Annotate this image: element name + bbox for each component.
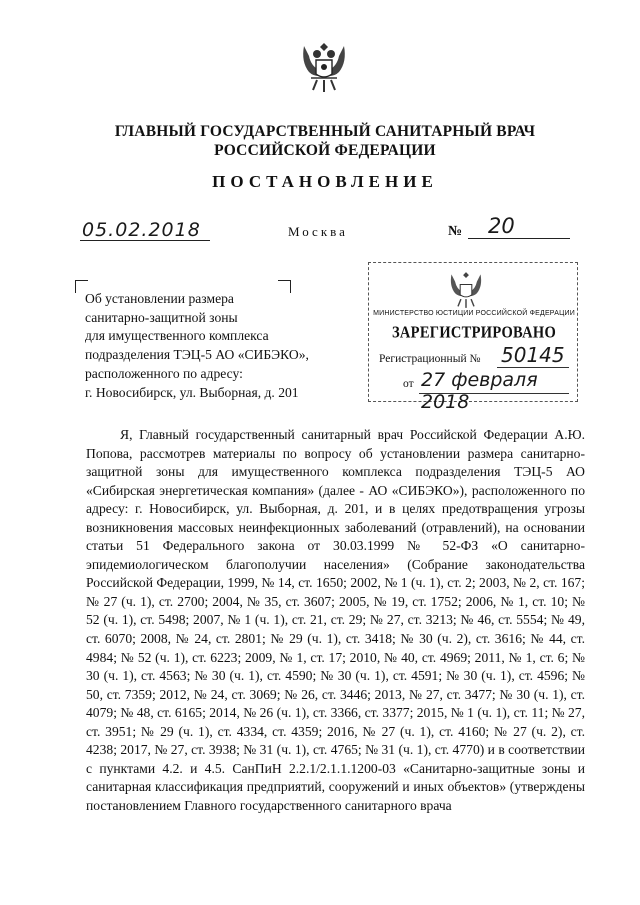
date-underline (80, 240, 210, 241)
document-type: ПОСТАНОВЛЕНИЕ (212, 172, 438, 191)
stamp-registered: ЗАРЕГИСТРИРОВАНО (391, 323, 557, 343)
body-paragraph: Я, Главный государственный санитарный врач Российской Федерации А.Ю. Попова, рассмотрев материалы по вопросу об установлении размера санитарно-защитной зоны для имущественного комплекса подразделения ТЭЦ-5 АО «Сибирская энергетическая компания» (далее - АО «СИБЭКО»), расположенного по адресу: г. Новосибирск, ул. Выборная, д. 201, и в целях предотвращения угрозы возникновения массовых неинфекционных заболеваний (отравлений), на основании статьи 51 Федерального закона от 30.03.1999 № 52-ФЗ «О санитарно-эпидемиологическом благополучии населения» (Собрание законодательства Российской Федерации, 1999, № 14, ст. 1650; 2002, № 1 (ч. 1), ст. 2; 2003, № 2, ст. 167; № 27 (ч. 1), ст. 2700; 2004, № 35, ст. 3607; 2005, № 19, ст. 1752; 2006, № 1, ст. 10; № 52 (ч. 1), ст. 5498; 2007, № 1 (ч. 1), ст. 21, ст. 29; № 27, ст. 3213; № 46, ст. 5554; № 49, ст. 6070; 2008, № 24, ст. 2801; № 29 (ч. 1), ст. 3418; № 30 (ч. 2), ст. 3616; № 44, ст. 4984; № 52 (ч. 1), ст. 6223; 2009, № 1, ст. 17; 2010, № 40, ст. 4969; 2011, № 1, ст. 6; № 30 (ч. 1), ст. 4563; № 30 (ч. 1), ст. 4590; № 30 (ч. 1), ст. 4591; № 30 (ч. 1), ст. 4596; № 50, ст. 7359; 2012, № 24, ст. 3069; № 26, ст. 3446; 2013, № 27, ст. 3477; № 30 (ч. 1), ст. 4079; № 48, ст. 6165; 2014, № 26 (ч. 1), ст. 3366, ст. 3377; 2015, № 1 (ч. 1), ст. 11; № 27, ст. 3951; № 29 (ч. 1), ст. 4334, ст. 4359; 2016, № 27 (ч. 1), ст. 4160; № 27 (ч. 2), ст. 4238; 2017, № 27, ст. 3938; № 31 (ч. 1), ст. 4765; № 31 (ч. 1), ст. 4770) и в соответствии с пунктами 4.2. и 4.5. СанПиН 2.2.1/2.1.1.1200-03 «Санитарно-защитные зоны и санитарная классификация предприятий, сооружений и иных объектов» (утверждены постановлением Главного государственного санитарного врача (86, 427, 585, 813)
stamp-from-label: от (403, 378, 414, 390)
subject-line: подразделения ТЭЦ-5 АО «СИБЭКО», (85, 347, 309, 363)
issuer-title-line2: РОССИЙСКОЙ ФЕДЕРАЦИИ (214, 142, 436, 159)
stamp-emblem-icon (447, 270, 485, 310)
subject-line: санитарно-защитной зоны (85, 309, 238, 325)
subject-line: расположенного по адресу: (85, 365, 243, 381)
document-date: 05.02.2018 (82, 219, 201, 241)
stamp-ministry: МИНИСТЕРСТВО ЮСТИЦИИ РОССИЙСКОЙ ФЕДЕРАЦИИ (373, 310, 575, 317)
subject-line: Об установлении размера (85, 291, 234, 306)
issuer-title-line1: ГЛАВНЫЙ ГОСУДАРСТВЕННЫЙ САНИТАРНЫЙ ВРАЧ (114, 123, 536, 140)
coat-of-arms-emblem (299, 40, 349, 95)
document-body (86, 426, 585, 815)
document-number: 20 (488, 214, 515, 238)
subject-line: для имущественного комплекса (85, 328, 269, 344)
number-sign: № (448, 224, 463, 239)
issuer-title (60, 122, 590, 160)
stamp-regno-label: Регистрационный № (379, 353, 481, 365)
subject-line: г. Новосибирск, ул. Выборная, д. 201 (85, 384, 299, 400)
stamp-from-underline (419, 393, 569, 394)
double-headed-eagle-icon (299, 40, 349, 95)
stamp-regno-underline (497, 367, 569, 368)
registration-stamp (368, 262, 578, 413)
number-underline (468, 238, 570, 239)
document-subject (85, 290, 350, 402)
document-city: Москва (288, 224, 348, 239)
stamp-from-date: 27 февраля 2018 (421, 369, 538, 413)
stamp-regno: 50145 (501, 343, 565, 367)
